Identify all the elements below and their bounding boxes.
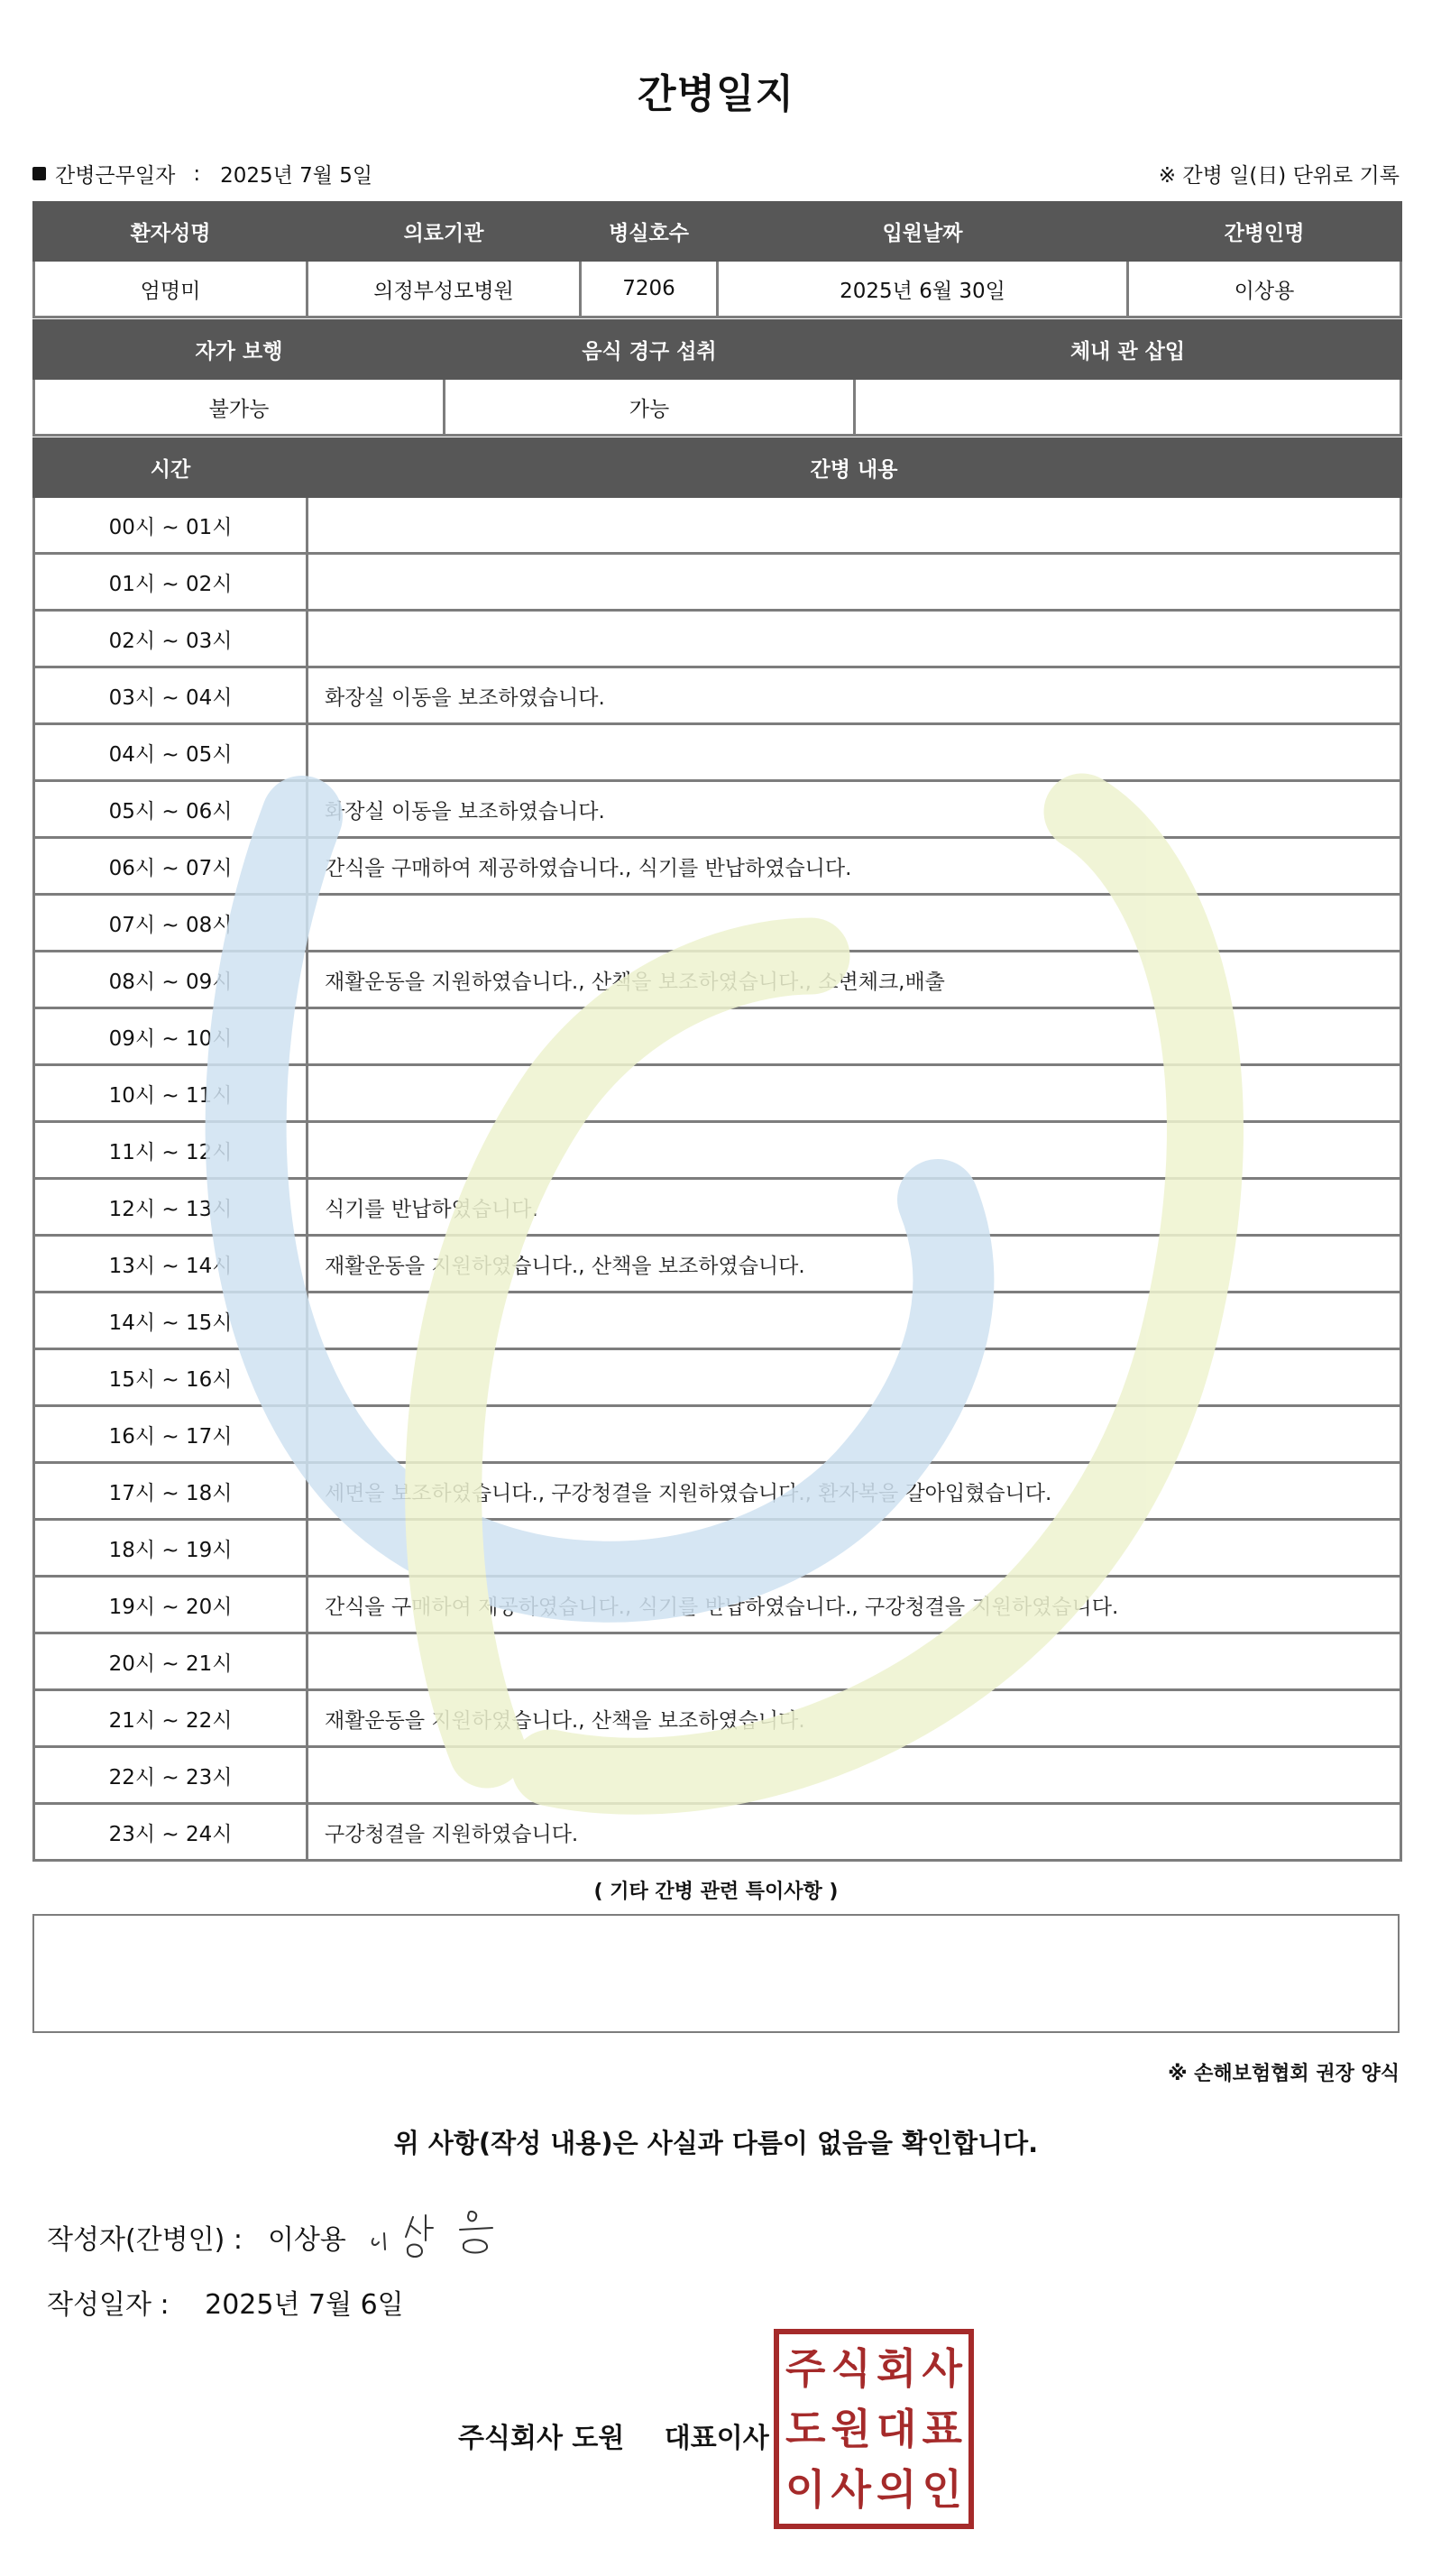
care-log-row	[34, 1008, 1401, 1065]
care-log-table	[32, 437, 1402, 1862]
care-log-content: 간식을 구매하여 제공하였습니다., 식기를 반납하였습니다., 구강청결을 지원하였습니다.	[308, 1577, 1401, 1633]
care-log-row	[34, 497, 1401, 554]
tube-insertion-value	[855, 379, 1401, 436]
header-hospital: 의료기관	[308, 203, 581, 261]
care-log-body	[34, 497, 1401, 1861]
status-header-row	[34, 321, 1401, 379]
care-log-content: 세면을 보조하였습니다., 구강청결을 지원하였습니다., 환자복을 갈아입혔습니다.	[308, 1463, 1401, 1520]
care-log-time: 17시 ~ 18시	[34, 1463, 308, 1520]
seal-character: 인	[922, 2465, 962, 2515]
header-care-content: 간병 내용	[308, 439, 1401, 497]
care-log-content: 화장실 이동을 보조하였습니다.	[308, 667, 1401, 724]
header-time: 시간	[34, 439, 308, 497]
care-log-time: 20시 ~ 21시	[34, 1633, 308, 1690]
work-date-value: 2025년 7월 5일	[220, 164, 373, 188]
company-line	[458, 2415, 769, 2455]
care-log-time: 02시 ~ 03시	[34, 611, 308, 667]
seal-character: 식	[831, 2343, 871, 2393]
care-log-time: 00시 ~ 01시	[34, 497, 308, 554]
care-log-time: 19시 ~ 20시	[34, 1577, 308, 1633]
care-log-content: 재활운동을 지원하였습니다., 산책을 보조하였습니다., 소변체크,배출	[308, 952, 1401, 1008]
care-log-time: 18시 ~ 19시	[34, 1520, 308, 1577]
care-log-content	[308, 1747, 1401, 1804]
care-log-time: 09시 ~ 10시	[34, 1008, 308, 1065]
handwritten-signature	[361, 2201, 523, 2264]
writer-name: 이상용	[267, 2224, 346, 2256]
seal-character: 사	[831, 2465, 871, 2515]
seal-character: 의	[877, 2465, 917, 2515]
care-log-content: 재활운동을 지원하였습니다., 산책을 보조하였습니다.	[308, 1236, 1401, 1293]
care-log-content	[308, 611, 1401, 667]
seal-character: 도	[785, 2404, 826, 2453]
care-log-row	[34, 554, 1401, 611]
unit-note: ※ 간병 일(日) 단위로 기록	[1158, 164, 1400, 188]
care-log-time: 01시 ~ 02시	[34, 554, 308, 611]
care-log-content	[308, 1349, 1401, 1406]
care-log-row	[34, 667, 1401, 724]
care-log-content	[308, 1293, 1401, 1349]
care-log-content	[308, 1008, 1401, 1065]
care-log-row	[34, 1065, 1401, 1122]
care-log-row	[34, 1406, 1401, 1463]
care-log-content: 식기를 반납하였습니다.	[308, 1179, 1401, 1236]
seal-character: 원	[831, 2404, 871, 2453]
seal-character: 주	[785, 2343, 826, 2393]
care-log-content: 재활운동을 지원하였습니다., 산책을 보조하였습니다.	[308, 1690, 1401, 1747]
header-tube-insertion: 체내 관 삽입	[855, 321, 1401, 379]
care-log-content	[308, 1065, 1401, 1122]
care-log-row	[34, 1804, 1401, 1861]
hospital-name: 의정부성모병원	[308, 261, 581, 317]
seal-character: 회	[877, 2343, 917, 2393]
care-log-row	[34, 895, 1401, 952]
care-log-row	[34, 1293, 1401, 1349]
admission-date: 2025년 6월 30일	[718, 261, 1128, 317]
patient-info-table	[32, 201, 1402, 318]
work-date-row	[32, 159, 372, 189]
seal-character: 대	[877, 2404, 917, 2453]
seal-character: 사	[922, 2343, 962, 2393]
care-log-row	[34, 1349, 1401, 1406]
patient-name: 엄명미	[34, 261, 308, 317]
care-log-content	[308, 895, 1401, 952]
care-log-content: 구강청결을 지원하였습니다.	[308, 1804, 1401, 1861]
care-log-time: 23시 ~ 24시	[34, 1804, 308, 1861]
care-log-row	[34, 952, 1401, 1008]
care-log-row	[34, 1520, 1401, 1577]
company-name: 주식회사 도원	[458, 2423, 625, 2454]
care-log-time: 08시 ~ 09시	[34, 952, 308, 1008]
care-log-row	[34, 838, 1401, 895]
care-log-content	[308, 1406, 1401, 1463]
notes-box	[32, 1914, 1400, 2033]
status-value-row	[34, 379, 1401, 436]
writer-label: 작성자(간병인) :	[47, 2224, 243, 2256]
room-number: 7206	[581, 261, 718, 317]
care-log-time: 15시 ~ 16시	[34, 1349, 308, 1406]
confirmation-statement: 위 사항(작성 내용)은 사실과 다름이 없음을 확인합니다.	[393, 2128, 1039, 2158]
form-source-note: ※ 손해보험협회 권장 양식	[1168, 2063, 1400, 2085]
care-log-content	[308, 497, 1401, 554]
caregiver-name: 이상용	[1128, 261, 1401, 317]
work-date-colon: :	[193, 161, 201, 186]
notes-title: ( 기타 간병 관련 특이사항 )	[593, 1881, 839, 1903]
patient-status-table	[32, 319, 1402, 437]
care-log-row	[34, 611, 1401, 667]
written-date-row	[47, 2282, 404, 2322]
care-log-content	[308, 1633, 1401, 1690]
header-self-walking: 자가 보행	[34, 321, 445, 379]
header-admission-date: 입원날짜	[718, 203, 1128, 261]
care-log-row	[34, 1747, 1401, 1804]
care-log-row	[34, 1463, 1401, 1520]
company-ceo-title: 대표이사	[664, 2423, 769, 2454]
header-oral-intake: 음식 경구 섭취	[445, 321, 855, 379]
care-log-row	[34, 1179, 1401, 1236]
company-seal-stamp	[774, 2329, 974, 2529]
care-log-time: 13시 ~ 14시	[34, 1236, 308, 1293]
care-log-row	[34, 1122, 1401, 1179]
care-log-content	[308, 1122, 1401, 1179]
patient-header-row	[34, 203, 1401, 261]
care-log-time: 11시 ~ 12시	[34, 1122, 308, 1179]
care-log-row	[34, 1690, 1401, 1747]
self-walking-value: 불가능	[34, 379, 445, 436]
care-log-row	[34, 1236, 1401, 1293]
header-caregiver: 간병인명	[1128, 203, 1401, 261]
care-log-content	[308, 1520, 1401, 1577]
care-log-row	[34, 724, 1401, 781]
care-log-time: 14시 ~ 15시	[34, 1293, 308, 1349]
written-date-value: 2025년 7월 6일	[205, 2289, 404, 2321]
patient-value-row	[34, 261, 1401, 317]
care-log-time: 06시 ~ 07시	[34, 838, 308, 895]
care-log-content: 화장실 이동을 보조하였습니다.	[308, 781, 1401, 838]
care-log-time: 22시 ~ 23시	[34, 1747, 308, 1804]
care-log-row	[34, 781, 1401, 838]
care-log-time: 12시 ~ 13시	[34, 1179, 308, 1236]
writer-row	[47, 2217, 346, 2257]
header-patient-name: 환자성명	[34, 203, 308, 261]
written-date-label: 작성일자 :	[47, 2289, 170, 2321]
care-log-time: 04시 ~ 05시	[34, 724, 308, 781]
care-log-time: 03시 ~ 04시	[34, 667, 308, 724]
care-log-content	[308, 554, 1401, 611]
care-log-time: 21시 ~ 22시	[34, 1690, 308, 1747]
bullet-square-icon	[32, 167, 46, 180]
care-log-time: 05시 ~ 06시	[34, 781, 308, 838]
work-date-label: 간병근무일자	[55, 164, 176, 188]
care-log-row	[34, 1633, 1401, 1690]
care-log-time: 10시 ~ 11시	[34, 1065, 308, 1122]
seal-character: 이	[785, 2465, 826, 2515]
document-title: 간병일지	[637, 71, 794, 117]
care-log-content: 간식을 구매하여 제공하였습니다., 식기를 반납하였습니다.	[308, 838, 1401, 895]
header-room: 병실호수	[581, 203, 718, 261]
care-log-header-row	[34, 439, 1401, 497]
care-log-row	[34, 1577, 1401, 1633]
oral-intake-value: 가능	[445, 379, 855, 436]
care-log-content	[308, 724, 1401, 781]
seal-character: 표	[922, 2404, 962, 2453]
care-log-time: 16시 ~ 17시	[34, 1406, 308, 1463]
care-log-time: 07시 ~ 08시	[34, 895, 308, 952]
